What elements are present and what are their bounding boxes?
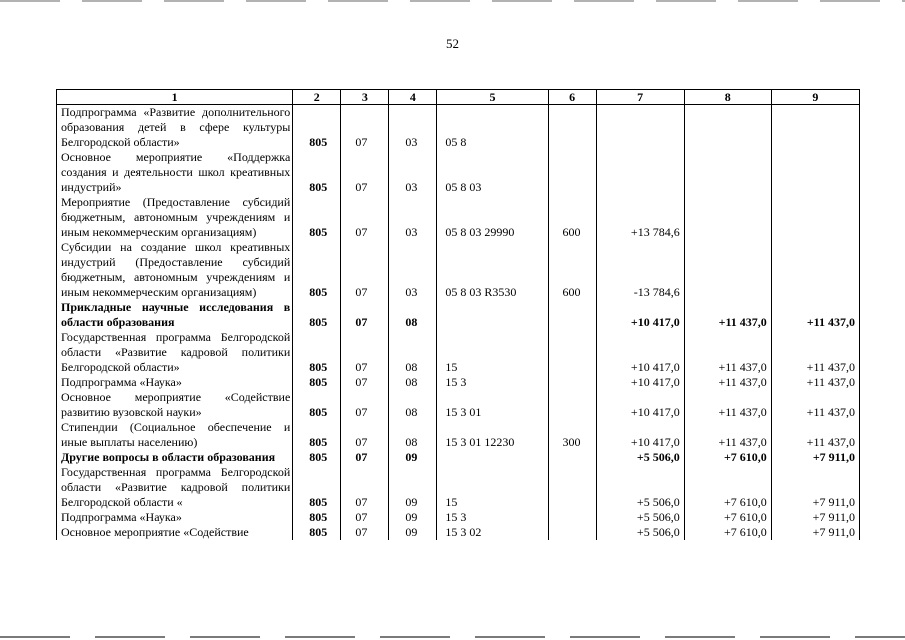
amount-cell-7: +5 506,0 (596, 450, 684, 465)
subsection-cell: 09 (389, 465, 437, 510)
table-row (57, 390, 860, 420)
subsection-cell: 08 (389, 300, 437, 330)
amount-cell-7: +10 417,0 (596, 390, 684, 420)
section-cell: 07 (341, 525, 389, 540)
budget-table (56, 89, 860, 540)
target-article-cell: 05 8 (437, 105, 548, 151)
header-cell: 1 (57, 90, 293, 105)
row-name-cell: Основное мероприятие «Поддержка создания и деятельности школ креативных индустрий» (57, 150, 293, 195)
amount-cell-7: +5 506,0 (596, 525, 684, 540)
amount-cell-9 (771, 105, 859, 151)
amount-cell-7: +10 417,0 (596, 375, 684, 390)
section-cell: 07 (341, 510, 389, 525)
amount-cell-8: +11 437,0 (684, 330, 771, 375)
amount-cell-8 (684, 195, 771, 240)
table-row (57, 465, 860, 510)
subsection-cell: 08 (389, 420, 437, 450)
code-main-cell: 805 (293, 420, 341, 450)
section-cell: 07 (341, 195, 389, 240)
expense-type-cell (548, 390, 596, 420)
expense-type-cell (548, 510, 596, 525)
subsection-cell: 03 (389, 240, 437, 300)
target-article-cell: 15 (437, 465, 548, 510)
section-cell: 07 (341, 375, 389, 390)
row-name-cell: Основное мероприятие «Содействие развитию вузовской науки» (57, 390, 293, 420)
row-name-cell: Подпрограмма «Развитие дополнительного образования детей в сфере культуры Белгородской области» (57, 105, 293, 151)
amount-cell-9: +7 911,0 (771, 465, 859, 510)
amount-cell-7 (596, 150, 684, 195)
code-main-cell: 805 (293, 450, 341, 465)
amount-cell-9 (771, 195, 859, 240)
target-article-cell: 15 (437, 330, 548, 375)
subsection-cell: 09 (389, 450, 437, 465)
amount-cell-8: +7 610,0 (684, 465, 771, 510)
code-main-cell: 805 (293, 195, 341, 240)
subsection-cell: 08 (389, 330, 437, 375)
expense-type-cell: 600 (548, 240, 596, 300)
amount-cell-9: +11 437,0 (771, 330, 859, 375)
table-row (57, 525, 860, 540)
row-name-cell: Подпрограмма «Наука» (57, 510, 293, 525)
section-cell: 07 (341, 150, 389, 195)
row-name-cell: Основное мероприятие «Содействие (57, 525, 293, 540)
subsection-cell: 03 (389, 105, 437, 151)
row-name-cell: Субсидии на создание школ креативных индустрий (Предоставление субсидий бюджетным, автономным учреждениям и иным некоммерческим организациям) (57, 240, 293, 300)
amount-cell-7 (596, 105, 684, 151)
amount-cell-8: +11 437,0 (684, 375, 771, 390)
header-cell: 9 (771, 90, 859, 105)
target-article-cell: 15 3 01 12230 (437, 420, 548, 450)
amount-cell-8 (684, 105, 771, 151)
target-article-cell: 15 3 (437, 375, 548, 390)
section-cell: 07 (341, 300, 389, 330)
header-cell: 8 (684, 90, 771, 105)
target-article-cell: 05 8 03 (437, 150, 548, 195)
expense-type-cell (548, 150, 596, 195)
amount-cell-7: +5 506,0 (596, 510, 684, 525)
code-main-cell: 805 (293, 330, 341, 375)
amount-cell-8: +11 437,0 (684, 420, 771, 450)
code-main-cell: 805 (293, 390, 341, 420)
target-article-cell: 05 8 03 29990 (437, 195, 548, 240)
section-cell: 07 (341, 450, 389, 465)
code-main-cell: 805 (293, 525, 341, 540)
target-article-cell: 15 3 (437, 510, 548, 525)
table-row (57, 240, 860, 300)
target-article-cell: 15 3 02 (437, 525, 548, 540)
expense-type-cell: 600 (548, 195, 596, 240)
section-cell: 07 (341, 240, 389, 300)
amount-cell-9: +7 911,0 (771, 510, 859, 525)
amount-cell-7: +10 417,0 (596, 300, 684, 330)
expense-type-cell (548, 525, 596, 540)
amount-cell-7: +5 506,0 (596, 465, 684, 510)
row-name-cell: Подпрограмма «Наука» (57, 375, 293, 390)
target-article-cell: 15 3 01 (437, 390, 548, 420)
header-cell: 4 (389, 90, 437, 105)
section-cell: 07 (341, 105, 389, 151)
header-cell: 6 (548, 90, 596, 105)
page-number: 52 (446, 36, 459, 51)
table-body (57, 105, 860, 541)
code-main-cell: 805 (293, 300, 341, 330)
amount-cell-9: +7 911,0 (771, 525, 859, 540)
header-cell: 5 (437, 90, 548, 105)
amount-cell-9: +11 437,0 (771, 300, 859, 330)
scan-top-edge (0, 0, 905, 2)
expense-type-cell (548, 450, 596, 465)
header-cell: 3 (341, 90, 389, 105)
amount-cell-9 (771, 150, 859, 195)
row-name-cell: Мероприятие (Предоставление субсидий бюджетным, автономным учреждениям и иным некоммерческим организациям) (57, 195, 293, 240)
subsection-cell: 08 (389, 390, 437, 420)
target-article-cell: 05 8 03 R3530 (437, 240, 548, 300)
amount-cell-8: +7 610,0 (684, 510, 771, 525)
subsection-cell: 03 (389, 150, 437, 195)
amount-cell-8: +7 610,0 (684, 450, 771, 465)
code-main-cell: 805 (293, 465, 341, 510)
header-row (57, 90, 860, 105)
code-main-cell: 805 (293, 240, 341, 300)
table-row (57, 105, 860, 151)
header-cell: 7 (596, 90, 684, 105)
subsection-cell: 03 (389, 195, 437, 240)
row-name-cell: Стипендии (Социальное обеспечение и иные выплаты населению) (57, 420, 293, 450)
scan-bottom-edge (0, 636, 905, 638)
expense-type-cell: 300 (548, 420, 596, 450)
table-row (57, 300, 860, 330)
code-main-cell: 805 (293, 105, 341, 151)
expense-type-cell (548, 330, 596, 375)
amount-cell-7: +10 417,0 (596, 330, 684, 375)
subsection-cell: 09 (389, 525, 437, 540)
amount-cell-8: +11 437,0 (684, 390, 771, 420)
expense-type-cell (548, 465, 596, 510)
section-cell: 07 (341, 390, 389, 420)
table-row (57, 330, 860, 375)
amount-cell-8: +11 437,0 (684, 300, 771, 330)
code-main-cell: 805 (293, 150, 341, 195)
expense-type-cell (548, 300, 596, 330)
table-row (57, 195, 860, 240)
code-main-cell: 805 (293, 510, 341, 525)
row-name-cell: Прикладные научные исследования в области образования (57, 300, 293, 330)
amount-cell-7: -13 784,6 (596, 240, 684, 300)
header-cell: 2 (293, 90, 341, 105)
target-article-cell (437, 300, 548, 330)
amount-cell-9: +11 437,0 (771, 375, 859, 390)
amount-cell-8 (684, 150, 771, 195)
amount-cell-9: +11 437,0 (771, 390, 859, 420)
table-row (57, 375, 860, 390)
amount-cell-7: +10 417,0 (596, 420, 684, 450)
section-cell: 07 (341, 330, 389, 375)
row-name-cell: Государственная программа Белгородской области «Развитие кадровой политики Белгородской области « (57, 465, 293, 510)
expense-type-cell (548, 105, 596, 151)
amount-cell-9 (771, 240, 859, 300)
table-row (57, 420, 860, 450)
target-article-cell (437, 450, 548, 465)
table-row (57, 450, 860, 465)
table-row (57, 510, 860, 525)
amount-cell-9: +7 911,0 (771, 450, 859, 465)
amount-cell-8 (684, 240, 771, 300)
row-name-cell: Государственная программа Белгородской области «Развитие кадровой политики Белгородской области» (57, 330, 293, 375)
amount-cell-9: +11 437,0 (771, 420, 859, 450)
table-row (57, 150, 860, 195)
amount-cell-8: +7 610,0 (684, 525, 771, 540)
amount-cell-7: +13 784,6 (596, 195, 684, 240)
section-cell: 07 (341, 465, 389, 510)
row-name-cell: Другие вопросы в области образования (57, 450, 293, 465)
subsection-cell: 08 (389, 375, 437, 390)
subsection-cell: 09 (389, 510, 437, 525)
section-cell: 07 (341, 420, 389, 450)
expense-type-cell (548, 375, 596, 390)
code-main-cell: 805 (293, 375, 341, 390)
